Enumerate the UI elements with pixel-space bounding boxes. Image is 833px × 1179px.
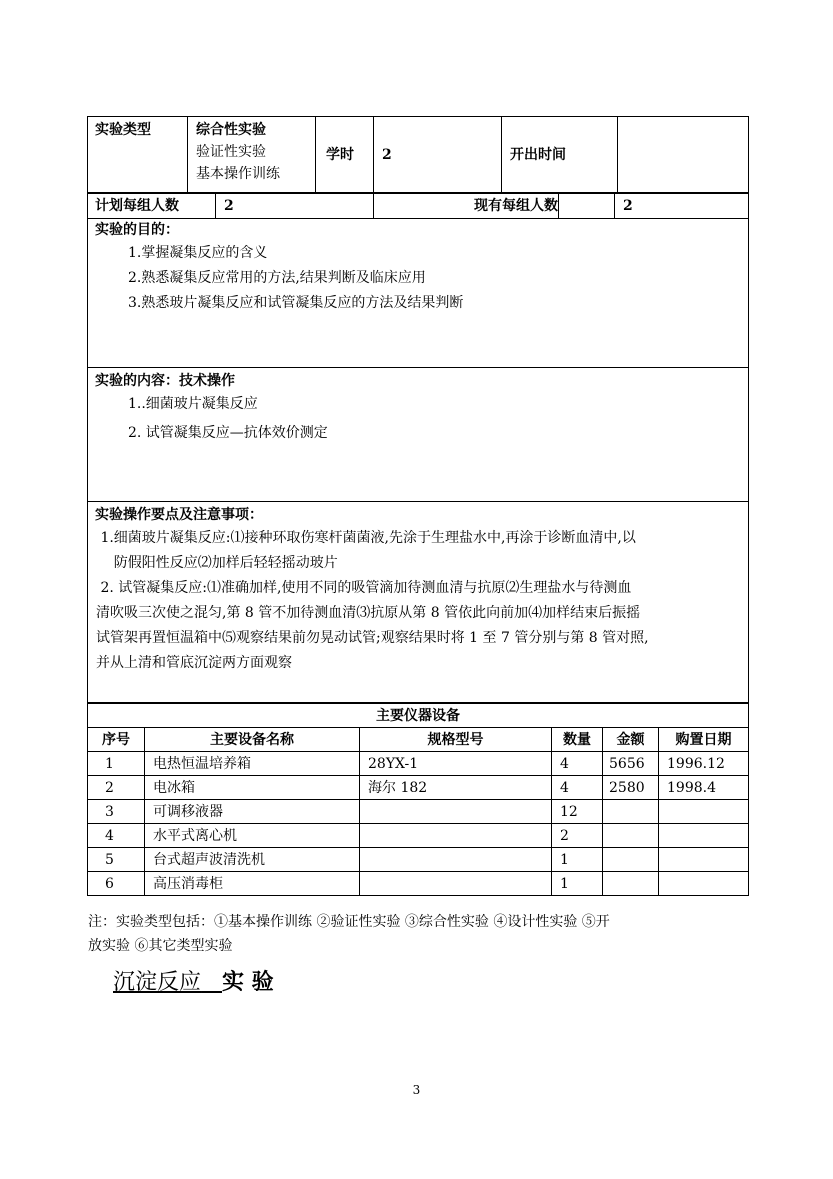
experiment-info-table [87, 116, 749, 193]
table-row [88, 824, 749, 848]
table-row [88, 776, 749, 800]
table-row [88, 752, 749, 776]
notes-line: 防假阳性反应⑵加样后轻轻摇动玻片 [96, 555, 338, 571]
notes-line: 1.细菌玻片凝集反应:⑴接种环取伤寒杆菌菌液,先涂于生理盐水中,再涂于诊断血清中,以 [96, 530, 636, 546]
col-header: 购置日期 [659, 728, 749, 752]
notes-line: 并从上清和管底沉淀两方面观察 [96, 655, 292, 671]
table-cell [360, 800, 552, 824]
content-title: 实验的内容：技术操作 [95, 373, 235, 389]
page-number: 3 [412, 1083, 421, 1097]
type-label: 实验类型 [88, 117, 188, 193]
table-cell [659, 848, 749, 872]
type-option-verification: 验证性实验 [196, 144, 266, 160]
table-cell: 可调移液器 [145, 800, 360, 824]
table-row [88, 872, 749, 896]
table-cell: 12 [552, 800, 603, 824]
type-option-comprehensive: 综合性实验 [196, 122, 266, 138]
table-cell: 台式超声波清洗机 [145, 848, 360, 872]
planned-group-label: 计划每组人数 [88, 194, 216, 219]
table-cell: 5656 [603, 752, 659, 776]
footnote-line: 放实验 ⑥其它类型实验 [88, 938, 233, 954]
table-cell: 28YX-1 [360, 752, 552, 776]
start-time-value [618, 117, 749, 193]
table-cell: 2 [88, 776, 145, 800]
table-cell [603, 824, 659, 848]
table-cell [603, 800, 659, 824]
table-cell: 水平式离心机 [145, 824, 360, 848]
table-cell [360, 872, 552, 896]
footnote [88, 910, 748, 958]
table-cell [360, 848, 552, 872]
col-header: 数量 [552, 728, 603, 752]
table-row [88, 800, 749, 824]
group-size-table [87, 193, 749, 219]
purpose-section [87, 217, 749, 368]
purpose-title: 实验的目的： [95, 222, 179, 238]
table-cell: 海尔 182 [360, 776, 552, 800]
table-cell [360, 824, 552, 848]
col-header: 序号 [88, 728, 145, 752]
planned-group-value: 2 [216, 194, 374, 219]
equipment-header-row [88, 728, 749, 752]
table-cell: 1996.12 [659, 752, 749, 776]
purpose-item: 1.掌握凝集反应的含义 [128, 245, 268, 261]
col-header: 主要设备名称 [145, 728, 360, 752]
table-cell: 4 [552, 752, 603, 776]
notes-section [87, 502, 749, 703]
table-cell [603, 848, 659, 872]
next-experiment-suffix: 实 验 [222, 970, 274, 995]
hours-value: 2 [374, 117, 502, 193]
table-cell: 1 [552, 872, 603, 896]
table-cell: 1998.4 [659, 776, 749, 800]
table-cell [659, 872, 749, 896]
col-header: 金额 [603, 728, 659, 752]
next-experiment-title [113, 968, 274, 998]
equipment-table [87, 703, 749, 896]
hours-label: 学时 [316, 117, 374, 193]
table-cell: 3 [88, 800, 145, 824]
table-cell [659, 824, 749, 848]
table-cell [659, 800, 749, 824]
table-cell: 电冰箱 [145, 776, 360, 800]
type-option-basic: 基本操作训练 [196, 166, 280, 182]
notes-line: 2. 试管凝集反应:⑴准确加样,使用不同的吸管滴加待测血清与抗原⑵生理盐水与待测血 [96, 580, 632, 596]
current-group-label: 现有每组人数 [374, 194, 559, 219]
content-item: 2. 试管凝集反应—抗体效价测定 [128, 425, 328, 441]
table-cell: 5 [88, 848, 145, 872]
table-cell: 4 [552, 776, 603, 800]
table-row [88, 848, 749, 872]
purpose-item: 2.熟悉凝集反应常用的方法,结果判断及临床应用 [128, 270, 426, 286]
start-time-label: 开出时间 [502, 117, 618, 193]
table-cell [603, 872, 659, 896]
table-cell: 6 [88, 872, 145, 896]
equipment-title: 主要仪器设备 [88, 704, 749, 728]
type-options [188, 117, 316, 193]
table-cell: 4 [88, 824, 145, 848]
notes-title: 实验操作要点及注意事项： [95, 507, 263, 523]
col-header: 规格型号 [360, 728, 552, 752]
next-experiment-name: 沉淀反应 [113, 970, 202, 995]
table-cell: 1 [88, 752, 145, 776]
notes-line: 清吹吸三次使之混匀,第 8 管不加待测血清⑶抗原从第 8 管依此向前加⑷加样结束后振摇 [96, 605, 641, 621]
content-item: 1..细菌玻片凝集反应 [128, 396, 258, 412]
table-cell: 高压消毒柜 [145, 872, 360, 896]
current-group-value: 2 [615, 194, 749, 219]
table-cell: 1 [552, 848, 603, 872]
purpose-item: 3.熟悉玻片凝集反应和试管凝集反应的方法及结果判断 [128, 295, 464, 311]
table-cell: 2 [552, 824, 603, 848]
table-cell: 2580 [603, 776, 659, 800]
notes-line: 试管架再置恒温箱中⑸观察结果前勿晃动试管;观察结果时将 1 至 7 管分别与第 8 管对照, [96, 630, 649, 646]
footnote-line: 注：实验类型包括：①基本操作训练 ②验证性实验 ③综合性实验 ④设计性实验 ⑤开 [88, 914, 610, 930]
table-cell: 电热恒温培养箱 [145, 752, 360, 776]
content-section [87, 368, 749, 502]
